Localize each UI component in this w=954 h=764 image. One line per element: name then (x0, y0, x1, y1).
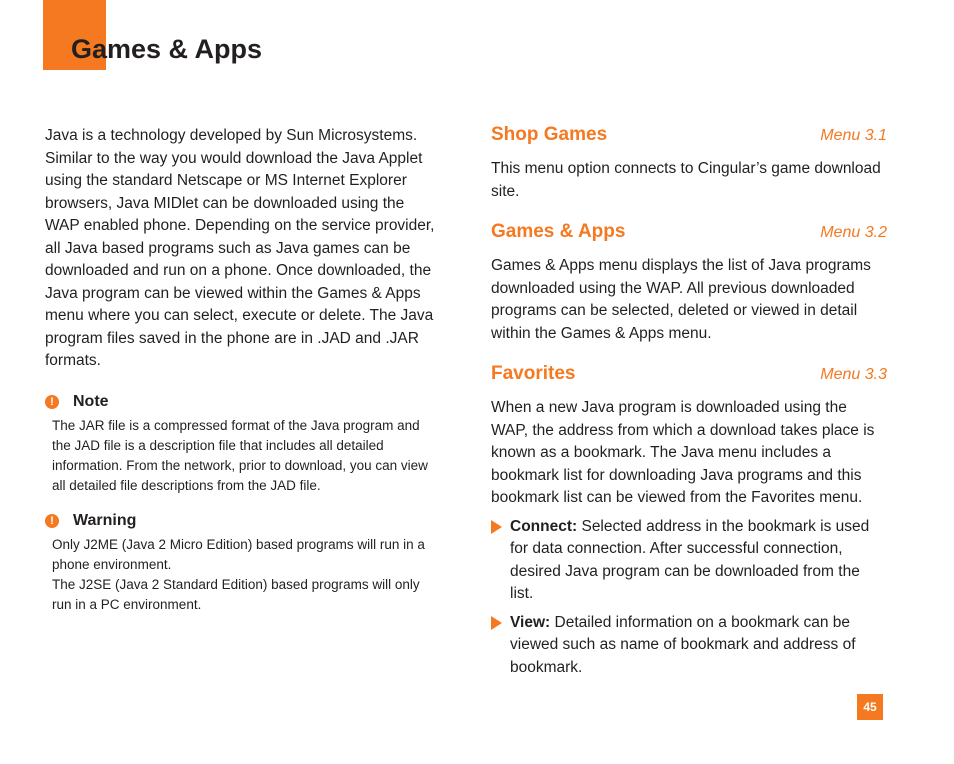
section-body: This menu option connects to Cingular’s game download site. (491, 160, 881, 200)
bullet-description: Selected address in the bookmark is used for data connection. After successful connection, desired Java program can be downloaded from the list. (510, 517, 870, 602)
intro-paragraph: Java is a technology developed by Sun Microsystems. Similar to the way you would download the Java Applet using the standard Netscape or MS Internet Explorer browsers, Java MIDlet can be downloaded using the WAP enabled phone. Depending on the service provider, all Java based programs such as Java games can be downloaded and run on a phone. Once downloaded, the Java program can be viewed within the Games & Apps menu where you can select, execute or delete. The Java program files saved in the phone are in .JAD and .JAR formats. (45, 127, 435, 369)
section-body: Games & Apps menu displays the list of Java programs downloaded using the WAP. All previous downloaded programs can be selected, deleted or viewed in detail within the Games & Apps menu. (491, 257, 871, 342)
bullet-text (510, 516, 887, 606)
note-callout (45, 391, 440, 496)
section-title: Games & Apps (491, 221, 626, 242)
left-column (45, 125, 440, 615)
exclamation-icon: ! (45, 514, 59, 528)
page-number: 45 (857, 694, 883, 720)
section-favorites (491, 363, 887, 679)
section-header (491, 124, 887, 146)
note-title: Note (73, 392, 109, 410)
note-header (45, 391, 440, 413)
triangle-right-icon (491, 616, 502, 630)
menu-reference: Menu 3.2 (820, 224, 887, 241)
exclamation-icon: ! (45, 395, 59, 409)
warning-text-2: The J2SE (Java 2 Standard Edition) based programs will only run in a PC environment. (52, 576, 420, 612)
menu-reference: Menu 3.1 (820, 127, 887, 144)
section-body: When a new Java program is downloaded using the WAP, the address from which a download takes place is known as a bookmark. The Java menu includes a bookmark list for downloading Java programs and this bookmark list can be viewed from the Favorites menu. (491, 399, 875, 506)
note-body (52, 416, 440, 496)
bullet-list (491, 516, 887, 680)
bullet-term: Connect: (510, 517, 578, 535)
note-text: The JAR file is a compressed format of the Java program and the JAD file is a description file that includes all detailed information. From the network, prior to download, you can view all detailed file descriptions from the JAD file. (52, 417, 428, 493)
warning-header (45, 510, 440, 532)
section-header (491, 363, 887, 385)
bullet-description: Detailed information on a bookmark can be viewed such as name of bookmark and address of bookmark. (510, 613, 856, 676)
bullet-term: View: (510, 613, 551, 631)
page-title: Games & Apps (71, 34, 263, 64)
menu-reference: Menu 3.3 (820, 366, 887, 383)
section-shop-games (491, 124, 887, 203)
right-column (491, 124, 887, 685)
bullet-connect (491, 516, 887, 606)
section-title: Favorites (491, 363, 576, 384)
warning-body (52, 535, 440, 615)
bullet-view (491, 612, 887, 680)
section-header (491, 221, 887, 243)
section-games-apps (491, 221, 887, 345)
section-title: Shop Games (491, 124, 608, 145)
bullet-text (510, 612, 887, 680)
warning-callout (45, 510, 440, 615)
triangle-right-icon (491, 520, 502, 534)
warning-title: Warning (73, 511, 137, 529)
warning-text-1: Only J2ME (Java 2 Micro Edition) based programs will run in a phone environment. (52, 536, 425, 572)
